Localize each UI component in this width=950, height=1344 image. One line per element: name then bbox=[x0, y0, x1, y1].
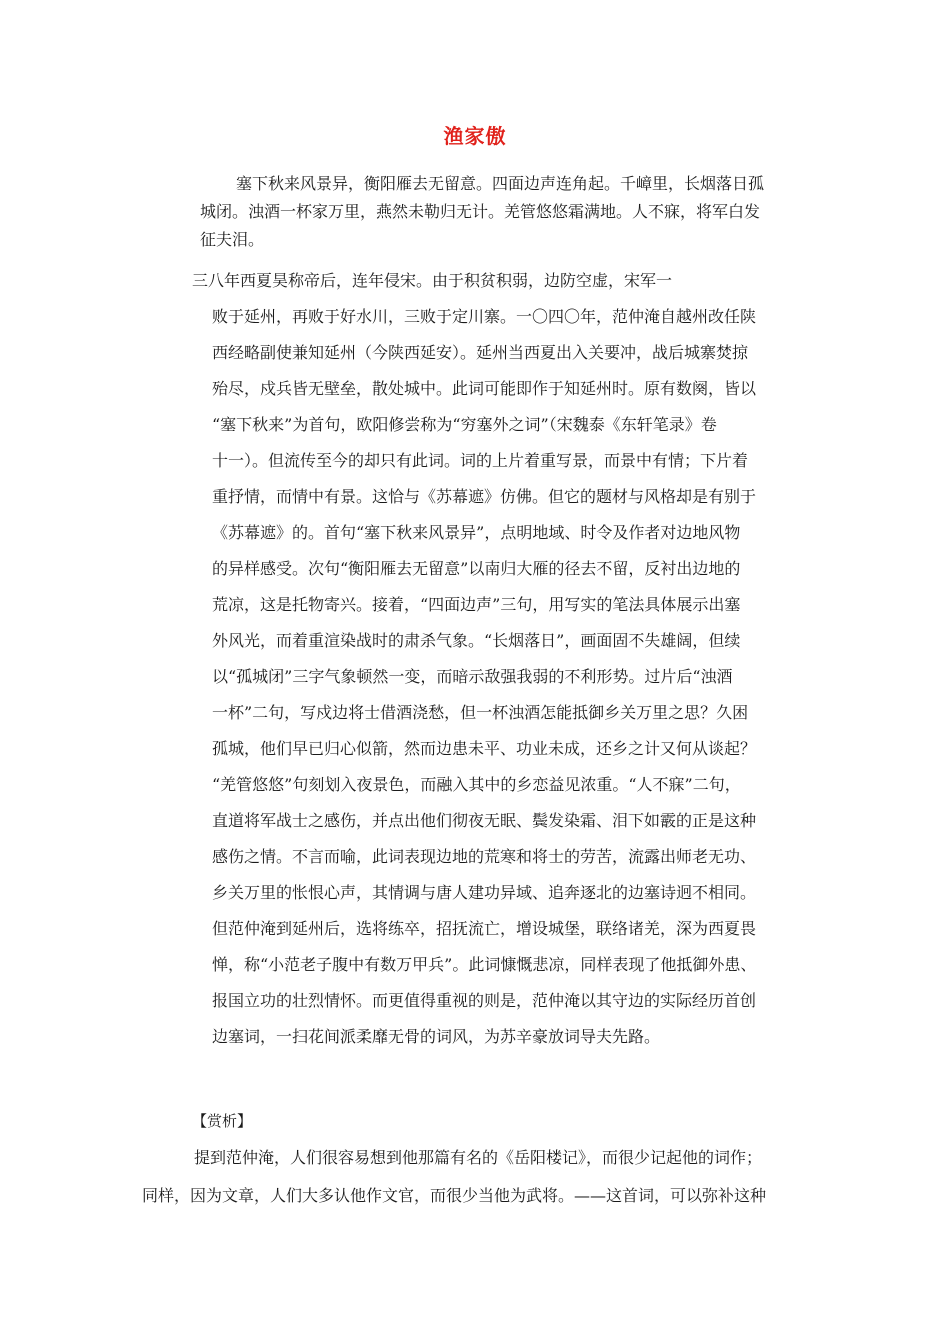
paragraph-line: 败于延州，再败于好水川，三败于定川寨。一〇四〇年，范仲淹自越州改任陕 bbox=[212, 307, 757, 326]
paragraph-line: 《苏幕遮》的。首句“塞下秋来风景异”，点明地域、时令及作者对边地风物 bbox=[212, 523, 741, 542]
paragraph-line: 殆尽，戍兵皆无壁垒，散处城中。此词可能即作于知延州时。原有数阕，皆以 bbox=[212, 379, 757, 398]
paragraph-line: 提到范仲淹，人们很容易想到他那篇有名的《岳阳楼记》，而很少记起他的词作； bbox=[194, 1148, 763, 1167]
paragraph-line: 同样，因为文章，人们大多认他作文官，而很少当他为武将。——这首词，可以弥补这种 bbox=[142, 1186, 767, 1205]
poem-line: 塞下秋来风景异，衡阳雁去无留意。四面边声连角起。千嶂里，长烟落日孤 bbox=[236, 174, 765, 193]
paragraph-line: 感伤之情。不言而喻，此词表现边地的荒寒和将士的劳苦，流露出师老无功、 bbox=[212, 847, 757, 866]
paragraph-line: 十一）。但流传至今的却只有此词。词的上片着重写景，而景中有情；下片着 bbox=[212, 451, 749, 470]
paragraph-line: “羌管悠悠”句刻划入夜景色，而融入其中的乡恋益见浓重。“人不寐”二句， bbox=[212, 775, 741, 794]
paragraph-line: 外风光，而着重渲染战时的肃杀气象。“长烟落日”，画面固不失雄阔，但续 bbox=[212, 631, 741, 650]
paragraph-line: 孤城，他们早已归心似箭，然而边患未平、功业未成，还乡之计又何从谈起？ bbox=[212, 739, 757, 758]
paragraph-line: 西经略副使兼知延州（今陕西延安）。延州当西夏出入关要冲，战后城寨焚掠 bbox=[212, 343, 749, 362]
paragraph-line: 直道将军战士之感伤，并点出他们彻夜无眠、鬓发染霜、泪下如霰的正是这种 bbox=[212, 811, 757, 830]
poem-line: 征夫泪。 bbox=[200, 230, 265, 249]
analysis-heading: 【赏析】 bbox=[192, 1112, 253, 1130]
paragraph-line: 一杯”二句，写戍边将士借酒浇愁，但一杯浊酒怎能抵御乡关万里之思？久困 bbox=[212, 703, 749, 722]
page-title: 渔家傲 bbox=[443, 124, 507, 148]
paragraph-line: 三八年西夏昊称帝后，连年侵宋。由于积贫积弱，边防空虚，宋军一 bbox=[192, 271, 673, 290]
paragraph-line: 乡关万里的怅恨心声，其情调与唐人建功异域、追奔逐北的边塞诗迥不相同。 bbox=[212, 883, 757, 902]
paragraph-line: 边塞词，一扫花间派柔靡无骨的词风，为苏辛豪放词导夫先路。 bbox=[212, 1027, 661, 1046]
paragraph-line: 荒凉，这是托物寄兴。接着，“四面边声”三句，用写实的笔法具体展示出塞 bbox=[212, 595, 741, 614]
paragraph-line: “塞下秋来”为首句，欧阳修尝称为“穷塞外之词”（宋魏泰《东轩笔录》卷 bbox=[212, 415, 717, 434]
paragraph-line: 但范仲淹到延州后，选将练卒，招抚流亡，增设城堡，联络诸羌，深为西夏畏 bbox=[212, 919, 757, 938]
paragraph-line: 惮，称“小范老子腹中有数万甲兵”。此词慷慨悲凉，同样表现了他抵御外患、 bbox=[212, 955, 757, 974]
paragraph-line: 重抒情，而情中有景。这恰与《苏幕遮》仿佛。但它的题材与风格却是有别于 bbox=[212, 487, 757, 506]
paragraph-line: 以“孤城闭”三字气象顿然一变，而暗示敌强我弱的不利形势。过片后“浊酒 bbox=[212, 667, 733, 686]
poem-line: 城闭。浊酒一杯家万里，燕然未勒归无计。羌管悠悠霜满地。人不寐，将军白发 bbox=[200, 202, 761, 221]
paragraph-line: 的异样感受。次句“衡阳雁去无留意”以南归大雁的径去不留，反衬出边地的 bbox=[212, 559, 741, 578]
paragraph-line: 报国立功的壮烈情怀。而更值得重视的则是，范仲淹以其守边的实际经历首创 bbox=[212, 991, 757, 1010]
